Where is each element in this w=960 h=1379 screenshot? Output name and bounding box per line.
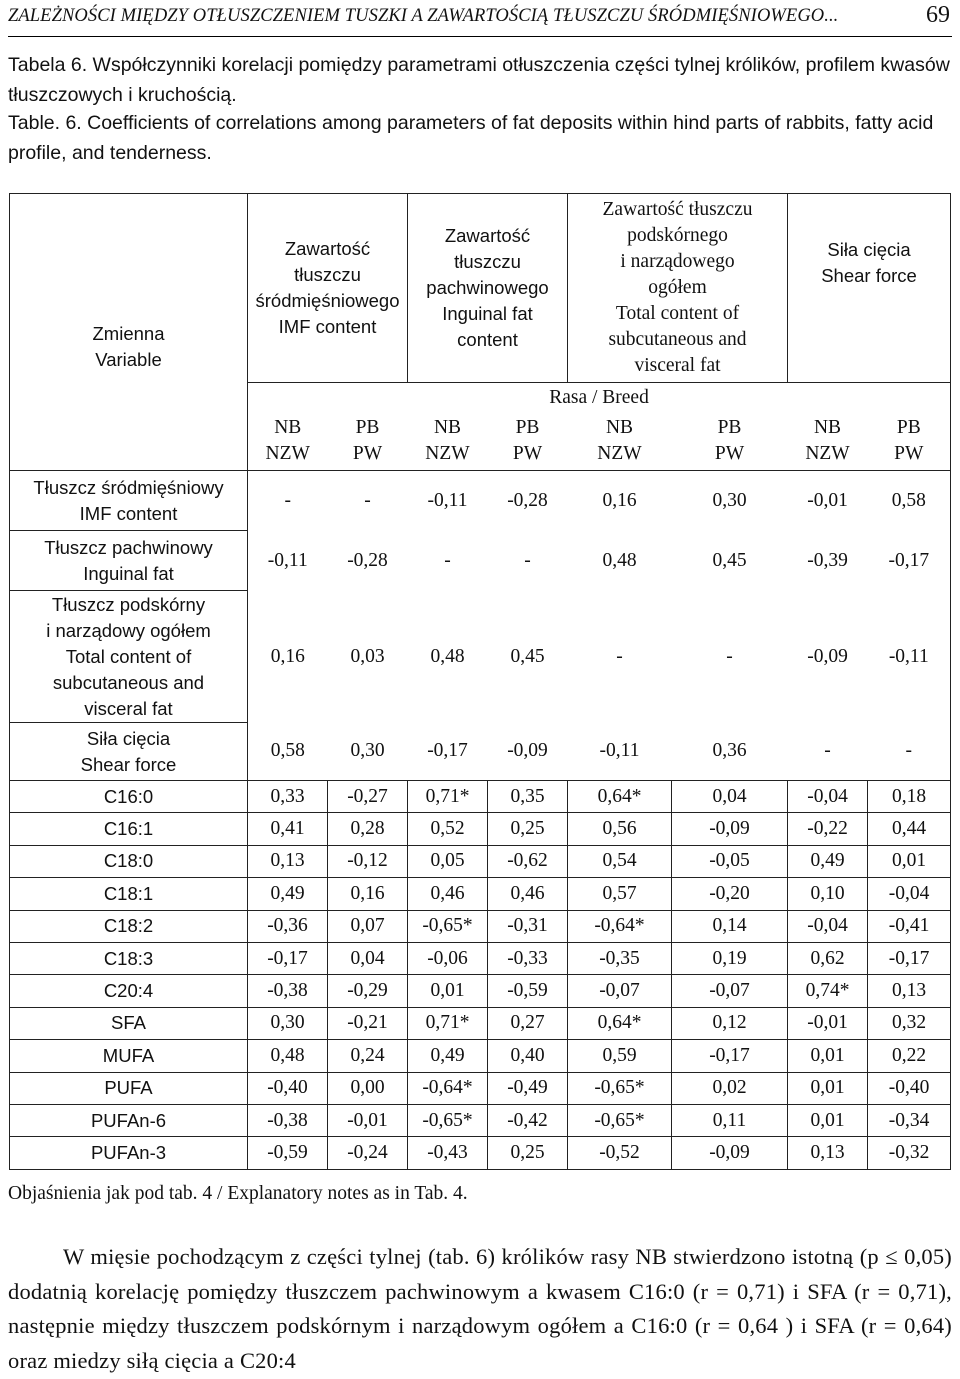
value-cell: 0,18 — [868, 781, 951, 813]
breed-header: Rasa / Breed — [248, 383, 951, 413]
value-cell: -0,09 — [807, 645, 848, 667]
value-cell: -0,28 — [507, 489, 548, 511]
body-paragraph: W mięsie pochodzącym z części tylnej (tab. 6) królików rasy NB stwierdzono istotną (p ≤ 0,05) dodatnią korelację pomiędzy tłuszczem pachwinowym a kwasem C16:0 (r = 0,71) i SFA (r = 0,71), następnie między tłuszczem podskórnym i narządowym ogółem a C16:0 (r = 0,64 ) i SFA (r = 0,64) oraz miedzy siłą cięcia a C20:4 — [8, 1244, 952, 1373]
value-cell: 0,30 — [248, 1007, 328, 1039]
value-cell: -0,41 — [868, 910, 951, 942]
value-cell: -0,11 — [568, 723, 672, 781]
table-row — [10, 878, 951, 910]
value-cell: 0,71* — [408, 781, 488, 813]
value-cell: -0,65* — [408, 1104, 488, 1136]
value-cell: 0,48 — [430, 645, 465, 667]
value-cell: 0,46 — [408, 878, 488, 910]
value-cell: 0,30 — [712, 489, 747, 511]
value-cell: -0,40 — [868, 1072, 951, 1104]
value-cell: -0,34 — [868, 1104, 951, 1136]
value-cell: 0,44 — [868, 813, 951, 845]
value-cell: 0,40 — [488, 1040, 568, 1072]
value-cell: 0,05 — [408, 845, 488, 877]
value-cell: -0,40 — [248, 1072, 328, 1104]
value-cell: -0,42 — [488, 1104, 568, 1136]
value-cell: 0,62 — [788, 942, 868, 974]
value-cell: 0,71* — [408, 1007, 488, 1039]
value-cell: -0,21 — [328, 1007, 408, 1039]
value-cell: -0,17 — [868, 531, 951, 591]
group-header-label: Zawartość tłuszczu podskórnego i narządowego ogółem Total content of subcutaneous and visceral fat — [602, 199, 753, 376]
value-cell: -0,65* — [568, 1072, 672, 1104]
breed-code-cell — [328, 413, 408, 471]
value-cell: 0,45 — [712, 549, 747, 571]
value-cell: -0,31 — [488, 910, 568, 942]
group-header — [568, 194, 788, 383]
row-label: Tłuszcz podskórny i narządowy ogółem Total content of subcutaneous and visceral fat — [46, 593, 211, 719]
value-cell: -0,36 — [248, 910, 328, 942]
group-header-label: Siła cięcia Shear force — [821, 239, 917, 286]
table-row — [10, 910, 951, 942]
value-cell: 0,01 — [408, 975, 488, 1007]
value-cell: 0,56 — [568, 813, 672, 845]
value-cell: 0,27 — [488, 1007, 568, 1039]
table-row — [10, 1104, 951, 1136]
value-cell: -0,62 — [488, 845, 568, 877]
value-cell: -0,49 — [488, 1072, 568, 1104]
value-cell: 0,22 — [868, 1040, 951, 1072]
value-cell: -0,01 — [807, 489, 848, 511]
value-cell: 0,49 — [408, 1040, 488, 1072]
breed-code-cell — [788, 413, 868, 471]
value-cell: - — [364, 489, 371, 511]
page-number: 69 — [926, 2, 950, 28]
breed-code: NB NZW — [805, 417, 850, 465]
value-cell: -0,22 — [788, 813, 868, 845]
value-cell: -0,59 — [248, 1137, 328, 1169]
value-cell: -0,11 — [427, 489, 468, 511]
value-cell: 0,36 — [672, 723, 788, 781]
value-cell: -0,43 — [408, 1137, 488, 1169]
value-cell: 0,64* — [568, 781, 672, 813]
table-row — [10, 723, 951, 781]
group-header — [408, 194, 568, 383]
value-cell: 0,01 — [788, 1104, 868, 1136]
value-cell: -0,38 — [248, 975, 328, 1007]
table-row — [10, 845, 951, 877]
table-row — [10, 1137, 951, 1169]
value-cell: -0,20 — [672, 878, 788, 910]
value-cell: 0,35 — [488, 781, 568, 813]
value-cell: 0,33 — [248, 781, 328, 813]
value-cell: 0,03 — [350, 645, 385, 667]
value-cell: -0,09 — [488, 723, 568, 781]
value-cell: 0,01 — [788, 1072, 868, 1104]
value-cell: 0,74* — [788, 975, 868, 1007]
value-cell: 0,45 — [510, 645, 545, 667]
row-label-cell — [10, 591, 248, 723]
value-cell: 0,41 — [248, 813, 328, 845]
table-footnote: Objaśnienia jak pod tab. 4 / Explanatory notes as in Tab. 4. — [8, 1183, 468, 1204]
value-cell: 0,11 — [672, 1104, 788, 1136]
value-cell: - — [726, 645, 733, 667]
breed-code-cell — [408, 413, 488, 471]
breed-code: NB NZW — [597, 417, 642, 465]
value-cell: -0,09 — [672, 813, 788, 845]
table-caption-polish: Tabela 6. Współczynniki korelacji pomiędzy parametrami otłuszczenia części tylnej królików, profilem kwasów tłuszczowych i kruchością. — [8, 54, 950, 106]
value-cell: 0,30 — [328, 723, 408, 781]
value-cell: -0,64* — [408, 1072, 488, 1104]
value-cell: 0,25 — [488, 813, 568, 845]
table-row — [10, 975, 951, 1007]
value-cell: 0,01 — [788, 1040, 868, 1072]
breed-code-cell — [868, 413, 951, 471]
value-cell: -0,09 — [672, 1137, 788, 1169]
value-cell: -0,35 — [568, 942, 672, 974]
row-label: Tłuszcz pachwinowy Inguinal fat — [44, 536, 213, 584]
value-cell: -0,17 — [672, 1040, 788, 1072]
value-cell: -0,05 — [672, 845, 788, 877]
value-cell: 0,48 — [248, 1040, 328, 1072]
value-cell: 0,12 — [672, 1007, 788, 1039]
value-cell: 0,16 — [328, 878, 408, 910]
row-label-cell — [10, 471, 248, 531]
value-cell: 0,13 — [868, 975, 951, 1007]
value-cell: 0,14 — [672, 910, 788, 942]
value-cell: -0,28 — [347, 549, 388, 571]
value-cell: - — [444, 549, 451, 571]
running-title: ZALEŻNOŚCI MIĘDZY OTŁUSZCZENIEM TUSZKI A ZAWARTOŚCIĄ TŁUSZCZU ŚRÓDMIĘŚNIOWEGO... — [8, 6, 839, 26]
row-label-cell: C18:3 — [10, 942, 248, 974]
value-cell: -0,04 — [868, 878, 951, 910]
value-cell: 0,19 — [672, 942, 788, 974]
value-cell: 0,10 — [788, 878, 868, 910]
row-label-cell — [10, 723, 248, 781]
row-label-cell: C18:0 — [10, 845, 248, 877]
table-row — [10, 942, 951, 974]
value-cell: -0,32 — [868, 1137, 951, 1169]
value-cell: 0,54 — [568, 845, 672, 877]
table-caption-english: Table. 6. Coefficients of correlations among parameters of fat deposits within hind parts of rabbits, fatty acid profile, and tenderness. — [8, 112, 934, 164]
value-cell: -0,07 — [568, 975, 672, 1007]
value-cell: -0,59 — [488, 975, 568, 1007]
row-label-cell: PUFAn-6 — [10, 1104, 248, 1136]
row-label-cell: C16:0 — [10, 781, 248, 813]
breed-code: PB PW — [512, 417, 543, 465]
group-header-label: Zawartość tłuszczu śródmięśniowego IMF content — [255, 238, 400, 337]
value-cell: -0,39 — [807, 549, 848, 571]
corner-header-label: Zmienna Variable — [92, 323, 165, 370]
running-header — [8, 2, 952, 37]
table-row — [10, 1072, 951, 1104]
value-cell: -0,11 — [868, 591, 951, 723]
row-label: Siła cięcia Shear force — [80, 727, 177, 775]
value-cell: - — [868, 723, 951, 781]
value-cell: 0,48 — [602, 549, 637, 571]
value-cell: 0,02 — [672, 1072, 788, 1104]
value-cell: - — [616, 645, 623, 667]
value-cell: -0,29 — [328, 975, 408, 1007]
row-label-cell: MUFA — [10, 1040, 248, 1072]
breed-code: PB PW — [894, 417, 924, 465]
value-cell: -0,27 — [328, 781, 408, 813]
table-body — [10, 194, 951, 1170]
breed-code: NB NZW — [425, 417, 470, 465]
table-row — [10, 1040, 951, 1072]
value-cell: 0,57 — [568, 878, 672, 910]
breed-code-cell — [488, 413, 568, 471]
row-label-cell: C16:1 — [10, 813, 248, 845]
breed-code-cell — [248, 413, 328, 471]
value-cell: 0,04 — [672, 781, 788, 813]
table-row — [10, 813, 951, 845]
value-cell: -0,17 — [248, 942, 328, 974]
value-cell: 0,52 — [408, 813, 488, 845]
value-cell: -0,65* — [568, 1104, 672, 1136]
value-cell: 0,24 — [328, 1040, 408, 1072]
value-cell: -0,04 — [788, 910, 868, 942]
header-row-groups — [10, 194, 951, 383]
value-cell: 0,32 — [868, 1007, 951, 1039]
value-cell: 0,16 — [602, 489, 637, 511]
value-cell: -0,12 — [328, 845, 408, 877]
value-cell: - — [788, 723, 868, 781]
table-row — [10, 591, 951, 723]
value-cell: -0,65* — [408, 910, 488, 942]
row-label: Tłuszcz śródmięśniowy IMF content — [33, 476, 224, 524]
value-cell: 0,04 — [328, 942, 408, 974]
group-header — [788, 194, 951, 383]
corner-header — [10, 194, 248, 471]
breed-code-cell — [568, 413, 672, 471]
value-cell: -0,33 — [488, 942, 568, 974]
value-cell: 0,13 — [788, 1137, 868, 1169]
value-cell: - — [284, 489, 291, 511]
value-cell: -0,07 — [672, 975, 788, 1007]
group-header — [248, 194, 408, 383]
breed-code-cell — [672, 413, 788, 471]
value-cell: -0,11 — [267, 549, 308, 571]
value-cell: - — [524, 549, 531, 571]
correlation-table — [9, 193, 951, 1170]
value-cell: -0,52 — [568, 1137, 672, 1169]
value-cell: -0,04 — [788, 781, 868, 813]
group-header-label: Zawartość tłuszczu pachwinowego Inguinal fat content — [426, 225, 549, 350]
breed-code: NB NZW — [265, 417, 310, 465]
table-row — [10, 781, 951, 813]
row-label-cell: C18:2 — [10, 910, 248, 942]
row-label-cell: SFA — [10, 1007, 248, 1039]
value-cell: -0,01 — [788, 1007, 868, 1039]
value-cell: 0,58 — [248, 723, 328, 781]
value-cell: -0,38 — [248, 1104, 328, 1136]
row-label-cell: C18:1 — [10, 878, 248, 910]
row-label-cell: PUFAn-3 — [10, 1137, 248, 1169]
table-row — [10, 531, 951, 591]
value-cell: 0,49 — [248, 878, 328, 910]
row-label-cell — [10, 531, 248, 591]
value-cell: 0,64* — [568, 1007, 672, 1039]
value-cell: -0,64* — [568, 910, 672, 942]
table-row — [10, 1007, 951, 1039]
breed-code: PB PW — [352, 417, 383, 465]
value-cell: 0,16 — [270, 645, 305, 667]
table-row — [10, 471, 951, 531]
row-label-cell: C20:4 — [10, 975, 248, 1007]
value-cell: -0,06 — [408, 942, 488, 974]
value-cell: 0,07 — [328, 910, 408, 942]
breed-code: PB PW — [714, 417, 745, 465]
row-label-cell: PUFA — [10, 1072, 248, 1104]
value-cell: 0,46 — [488, 878, 568, 910]
value-cell: 0,49 — [788, 845, 868, 877]
value-cell: -0,17 — [408, 723, 488, 781]
value-cell: -0,01 — [328, 1104, 408, 1136]
value-cell: 0,25 — [488, 1137, 568, 1169]
value-cell: 0,58 — [868, 471, 951, 531]
value-cell: -0,24 — [328, 1137, 408, 1169]
value-cell: 0,59 — [568, 1040, 672, 1072]
value-cell: 0,01 — [868, 845, 951, 877]
value-cell: -0,17 — [868, 942, 951, 974]
value-cell: 0,00 — [328, 1072, 408, 1104]
value-cell: 0,13 — [248, 845, 328, 877]
value-cell: 0,28 — [328, 813, 408, 845]
